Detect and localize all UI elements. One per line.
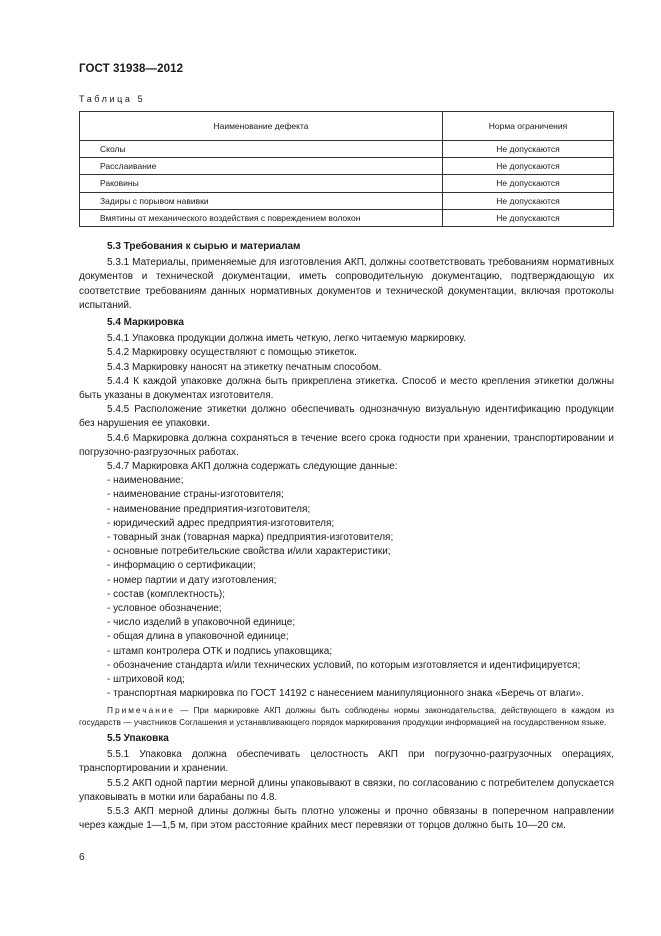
list-item: - товарный знак (товарная марка) предприятия-изготовителя; xyxy=(107,532,394,544)
table-row xyxy=(80,158,614,175)
paragraph-5-4-3: 5.4.3 Маркировку наносят на этикетку печатным способом. xyxy=(107,361,382,373)
paragraph-5-3-1: 5.3.1 Материалы, применяемые для изготовления АКП, должны соответствовать требованиям нормативных документов и технической документации, иметь сопроводительную документацию, подтверждающую их соответствие требованиям данных нормативных документов и технической документации, включая протоколы испытаний. xyxy=(79,257,614,311)
defects-table xyxy=(79,111,614,227)
defect-norm: Не допускаются xyxy=(443,209,614,226)
list-item: - штриховой код; xyxy=(107,674,185,686)
defect-name: Расслаивание xyxy=(80,158,443,175)
list-item: - наименование; xyxy=(107,475,184,487)
paragraph-5-4-1: 5.4.1 Упаковка продукции должна иметь четкую, легко читаемую маркировку. xyxy=(107,333,466,345)
table-row xyxy=(80,192,614,209)
defect-name: Задиры с порывом навивки xyxy=(80,192,443,209)
list-item: - число изделий в упаковочной единице; xyxy=(107,617,296,629)
list-item: - информацию о сертификации; xyxy=(107,560,256,572)
paragraph-5-5-2: 5.5.2 АКП одной партии мерной длины упаковывают в связки, по согласованию с потребителем допускается упаковывать в мотки или барабаны по 4.8. xyxy=(79,777,614,803)
list-item: - юридический адрес предприятия-изготовителя; xyxy=(107,517,335,529)
list-item: - наименование страны-изготовителя; xyxy=(107,489,284,501)
section-heading-5-5: 5.5 Упаковка xyxy=(107,732,169,744)
column-header-norm: Норма ограничения xyxy=(443,112,614,141)
column-header-defect: Наименование дефекта xyxy=(80,112,443,141)
list-item: - основные потребительские свойства и/или характеристики; xyxy=(107,546,391,558)
list-item: - состав (комплектность); xyxy=(107,588,226,600)
document-body xyxy=(79,240,614,833)
defect-name: Сколы xyxy=(80,141,443,158)
note-label: Примечание xyxy=(107,704,176,715)
paragraph-5-4-6: 5.4.6 Маркировка должна сохраняться в течение всего срока годности при хранении, транспортировании и погрузочно-разгрузочных работах. xyxy=(79,432,614,458)
defect-name: Вмятины от механического воздействия с повреждением волокон xyxy=(80,209,443,226)
list-item: - условное обозначение; xyxy=(107,603,222,615)
paragraph-5-4-5: 5.4.5 Расположение этикетки должно обеспечивать однозначную визуальную идентификацию продукции без нарушения ее упаковки. xyxy=(79,404,614,430)
paragraph-5-5-1: 5.5.1 Упаковка должна обеспечивать целостность АКП при погрузочно-разгрузочных операциях, транспортировании и хранении. xyxy=(79,749,614,775)
list-item: - общая длина в упаковочной единице; xyxy=(107,631,289,643)
table-row xyxy=(80,141,614,158)
list-item: - обозначение стандарта и/или технических условий, по которым изготовляется и идентифицируется; xyxy=(107,659,581,671)
note xyxy=(79,704,614,728)
table-caption: Таблица 5 xyxy=(79,94,146,104)
table-row xyxy=(80,209,614,226)
paragraph-5-5-3: 5.5.3 АКП мерной длины должны быть плотно уложены и прочно обвязаны в поперечном направлении через каждые 1—1,5 м, при этом расстояние крайних мест перевязки от торцов должно быть 10—20 см. xyxy=(79,805,614,832)
document-code: ГОСТ 31938—2012 xyxy=(79,63,184,75)
paragraph-5-4-4: 5.4.4 К каждой упаковке должна быть прикреплена этикетка. Способ и место крепления этикетки должны быть указаны в документах изготовителя. xyxy=(79,375,614,402)
list-item: - транспортная маркировка по ГОСТ 14192 с нанесением манипуляционного знака «Беречь от влаги». xyxy=(107,688,584,700)
page-number: 6 xyxy=(79,852,85,863)
paragraph-5-4-2: 5.4.2 Маркировку осуществляют с помощью этикеток. xyxy=(107,347,357,359)
paragraph-5-4-7: 5.4.7 Маркировка АКП должна содержать следующие данные: xyxy=(107,461,398,473)
defect-norm: Не допускаются xyxy=(443,158,614,175)
list-item: - наименование предприятия-изготовителя; xyxy=(107,503,311,515)
defect-norm: Не допускаются xyxy=(443,175,614,192)
list-item: - номер партии и дату изготовления; xyxy=(107,574,277,586)
section-heading-5-4: 5.4 Маркировка xyxy=(107,317,184,329)
table-row xyxy=(80,175,614,192)
list-item: - штамп контролера ОТК и подпись упаковщика; xyxy=(107,645,333,657)
section-heading-5-3: 5.3 Требования к сырью и материалам xyxy=(107,241,301,252)
table-header-row xyxy=(80,112,614,141)
defect-norm: Не допускаются xyxy=(443,192,614,209)
note-text: — При маркировке АКП должны быть соблюдены нормы законодательства, действующего в каждом из государств — участников Соглашения и устанавливающего порядок маркирования продукции информацией на государственном языке. xyxy=(79,704,614,727)
defect-name: Раковины xyxy=(80,175,443,192)
defect-norm: Не допускаются xyxy=(443,141,614,158)
